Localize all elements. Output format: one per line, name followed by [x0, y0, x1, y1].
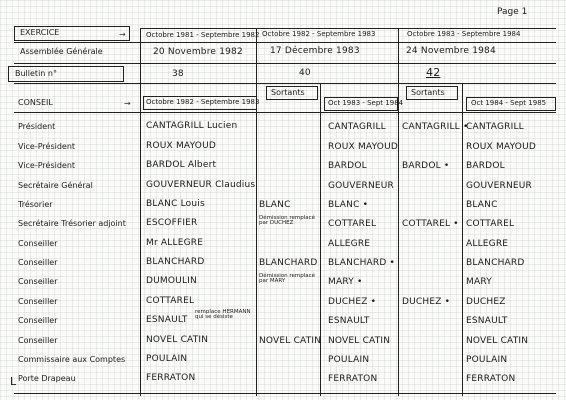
member-col3: COTTAREL	[466, 219, 515, 229]
member-col1: DUMOULIN	[146, 276, 197, 286]
member-col3: ALLEGRE	[466, 239, 509, 249]
member-col3: GOUVERNEUR	[466, 181, 533, 191]
row-rule	[14, 42, 556, 43]
assemblee-2: 17 Décembre 1983	[270, 46, 360, 56]
column-rule	[398, 28, 399, 396]
column-rule	[140, 28, 141, 396]
member-col3: BLANC	[466, 200, 498, 210]
sortant-col2: CANTAGRILL •	[402, 122, 469, 132]
member-col3: NOVEL CATIN	[466, 336, 529, 346]
member-col2: COTTAREL	[328, 219, 377, 229]
conseil-period-1: Octobre 1982 - Septembre 1983	[146, 98, 260, 106]
member-col1: CANTAGRILL Lucien	[146, 121, 238, 131]
role-label: Conseiller	[18, 297, 58, 306]
role-label: Commissaire aux Comptes	[18, 355, 126, 364]
exercice-label: EXERCICE	[20, 28, 60, 37]
sortant-col2: COTTAREL •	[402, 219, 459, 229]
member-col2: GOUVERNEUR	[328, 181, 395, 191]
role-label: Vice-Président	[18, 161, 76, 170]
assemblee-label: Assemblée Générale	[20, 47, 103, 56]
exercice-1: Octobre 1981 - Septembre 1982	[146, 31, 260, 39]
sortants-label-2: Sortants	[411, 88, 445, 97]
member-col2: DUCHEZ •	[328, 297, 377, 307]
corner-mark: L	[10, 375, 17, 388]
member-col3: DUCHEZ	[466, 297, 506, 307]
member-col2: BLANCHARD •	[328, 258, 396, 268]
member-col2: MARY •	[328, 277, 363, 287]
member-col3: FERRATON	[466, 374, 516, 384]
conseil-label: CONSEIL	[18, 98, 53, 107]
role-label: Secrétaire Général	[18, 181, 93, 190]
member-col2: ALLEGRE	[328, 239, 371, 249]
bulletin-3: 42	[426, 66, 441, 79]
arrow-right-icon: →	[124, 99, 131, 108]
bulletin-label: Bulletin n°	[15, 69, 57, 78]
member-col2: ESNAULT	[328, 316, 370, 326]
role-label: Vice-Président	[18, 142, 76, 151]
member-col1: GOUVERNEUR Claudius	[146, 180, 256, 190]
member-col1: FERRATON	[146, 373, 196, 383]
row-rule	[14, 112, 556, 113]
member-col1: BARDOL Albert	[146, 160, 217, 170]
member-col2: BLANC •	[328, 200, 369, 210]
page-number: Page 1	[497, 7, 528, 17]
header-top-rule	[140, 28, 556, 29]
member-col1: Mr ALLEGRE	[146, 238, 204, 248]
member-col2: NOVEL CATIN	[328, 336, 391, 346]
sortants-label-1: Sortants	[271, 88, 305, 97]
member-col1: NOVEL CATIN	[146, 335, 209, 345]
member-col2: CANTAGRILL	[328, 122, 386, 132]
column-rule	[320, 84, 321, 396]
member-col3: ESNAULT	[466, 316, 508, 326]
member-col1: BLANCHARD	[146, 257, 205, 267]
member-col3: MARY	[466, 277, 492, 287]
member-col2: FERRATON	[328, 374, 378, 384]
sortant-col1: BLANCHARD	[259, 258, 318, 268]
bottom-rule	[14, 393, 556, 394]
member-col3: ROUX MAYOUD	[466, 142, 536, 152]
assemblee-3: 24 Novembre 1984	[406, 46, 496, 56]
exercice-3: Octobre 1983 - Septembre 1984	[407, 30, 521, 38]
column-rule	[256, 28, 257, 396]
bulletin-2: 40	[299, 68, 311, 78]
member-col3: BLANCHARD	[466, 258, 525, 268]
sortant-col1: BLANC	[259, 200, 291, 210]
row-rule	[14, 83, 556, 84]
member-col2: POULAIN	[328, 355, 370, 365]
role-label: Conseiller	[18, 316, 58, 325]
member-col3: BARDOL	[466, 161, 505, 171]
role-label: Conseiller	[18, 258, 58, 267]
role-label: Porte Drapeau	[18, 374, 76, 383]
member-col1: BLANC Louis	[146, 199, 205, 209]
member-col3: POULAIN	[466, 355, 508, 365]
conseil-period-3: Oct 1984 - Sept 1985	[471, 99, 547, 107]
bulletin-1: 38	[172, 69, 184, 79]
member-col1: ESNAULT	[146, 315, 188, 325]
sortant-col1: Démission remplacé par MARY	[259, 273, 316, 284]
conseil-period-2: Oct 1983 - Sept 1984	[328, 99, 404, 107]
sortant-col1: NOVEL CATIN	[259, 336, 322, 346]
member-col3: CANTAGRILL	[466, 122, 524, 132]
member-col1: ROUX MAYOUD	[146, 141, 216, 151]
role-label: Président	[18, 122, 56, 131]
sortant-col2: BARDOL •	[402, 161, 450, 171]
role-label: Conseiller	[18, 239, 58, 248]
member-col1: ESCOFFIER	[146, 218, 198, 228]
member-col1: COTTAREL	[146, 296, 195, 306]
replacement-note: remplace HERMANN qui se désiste	[195, 309, 251, 320]
member-col2: BARDOL	[328, 161, 367, 171]
role-label: Secrétaire Trésorier adjoint	[18, 219, 126, 228]
member-col2: ROUX MAYOUD	[328, 142, 398, 152]
sortant-col2: DUCHEZ •	[402, 297, 451, 307]
arrow-right-icon: →	[119, 30, 126, 39]
member-col1: POULAIN	[146, 354, 188, 364]
exercice-2: Octobre 1982 - Septembre 1983	[262, 30, 376, 38]
assemblee-1: 20 Novembre 1982	[153, 47, 243, 57]
sortant-col1: Démission remplacé par DUCHEZ	[259, 215, 316, 226]
role-label: Conseiller	[18, 277, 58, 286]
role-label: Trésorier	[18, 200, 53, 209]
row-rule	[14, 63, 556, 64]
role-label: Conseiller	[18, 336, 58, 345]
